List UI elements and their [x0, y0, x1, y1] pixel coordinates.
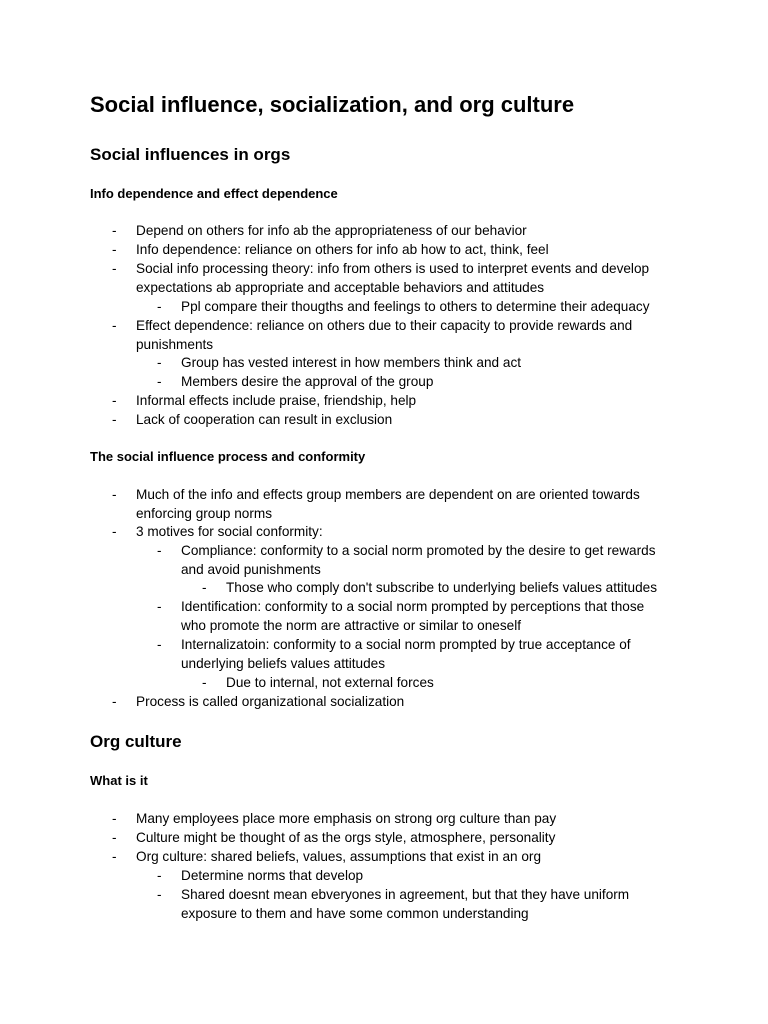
list-item: - Identification: conformity to a social norm prompted by perceptions that those who promote the norm are attractive or similar to oneself — [157, 599, 645, 633]
bullet-dash: - — [112, 694, 117, 709]
bullet-dash: - — [202, 675, 207, 690]
section-heading-social-influences: Social influences in orgs — [90, 145, 291, 164]
bullet-dash: - — [157, 868, 162, 883]
bullet-dash: - — [112, 811, 117, 826]
bullet-dash: - — [112, 242, 117, 257]
list-item: - Culture might be thought of as the orgs style, atmosphere, personality — [112, 830, 556, 845]
list-item: - Many employees place more emphasis on strong org culture than pay — [112, 811, 557, 826]
subsection-heading-info-dependence: Info dependence and effect dependence — [90, 186, 338, 201]
list-item: - Process is called organizational socialization — [112, 694, 405, 709]
list-item: - Depend on others for info ab the appropriateness of our behavior — [112, 223, 527, 238]
bullet-dash: - — [112, 393, 117, 408]
list-item: - Due to internal, not external forces — [202, 675, 434, 690]
list-item: - Informal effects include praise, friendship, help — [112, 393, 417, 408]
bullet-dash: - — [112, 223, 117, 238]
bullet-dash: - — [112, 830, 117, 845]
section-heading-org-culture: Org culture — [90, 732, 182, 751]
list-item: - Info dependence: reliance on others for info ab how to act, think, feel — [112, 242, 549, 257]
list-item: - Group has vested interest in how members think and act — [157, 355, 522, 370]
bullet-dash: - — [157, 637, 162, 652]
subsection-heading-social-influence-process: The social influence process and conformity — [90, 449, 366, 464]
bullet-dash: - — [157, 887, 162, 902]
bullet-dash: - — [157, 599, 162, 614]
list-item: - Org culture: shared beliefs, values, assumptions that exist in an org — [112, 849, 541, 864]
bullet-dash: - — [157, 543, 162, 558]
bullet-dash: - — [112, 487, 117, 502]
bullet-dash: - — [202, 580, 207, 595]
list-item: - 3 motives for social conformity: — [112, 524, 323, 539]
list-item: - Compliance: conformity to a social norm promoted by the desire to get rewards and avoid punishments — [157, 543, 656, 577]
bullet-dash: - — [112, 318, 117, 333]
bullet-dash: - — [112, 261, 117, 276]
bullet-dash: - — [157, 355, 162, 370]
bullet-dash: - — [157, 374, 162, 389]
list-item: - Determine norms that develop — [157, 868, 364, 883]
list-item: - Social info processing theory: info from others is used to interpret events and develop expectations ab appropriate and acceptable behaviors and attitudes — [112, 261, 650, 295]
list-item: - Those who comply don't subscribe to underlying beliefs values attitudes — [202, 580, 658, 595]
list-item: - Members desire the approval of the group — [157, 374, 434, 389]
bullet-dash: - — [157, 299, 162, 314]
bullet-dash: - — [112, 524, 117, 539]
list-item: - Shared doesnt mean ebveryones in agreement, but that they have uniform exposure to them and have some common understanding — [157, 887, 630, 921]
list-item: - Ppl compare their thougths and feelings to others to determine their adequacy — [157, 299, 650, 314]
document-title: Social influence, socialization, and org culture — [90, 92, 575, 117]
list-item: - Effect dependence: reliance on others due to their capacity to provide rewards and punishments — [112, 318, 633, 352]
list-item: - Much of the info and effects group members are dependent on are oriented towards enforcing group norms — [112, 487, 640, 521]
list-item: - Internalizatoin: conformity to a social norm prompted by true acceptance of underlying beliefs values attitudes — [157, 637, 631, 671]
bullet-dash: - — [112, 412, 117, 427]
bullet-dash: - — [112, 849, 117, 864]
subsection-heading-what-is-it: What is it — [90, 773, 148, 788]
list-item: - Lack of cooperation can result in exclusion — [112, 412, 393, 427]
